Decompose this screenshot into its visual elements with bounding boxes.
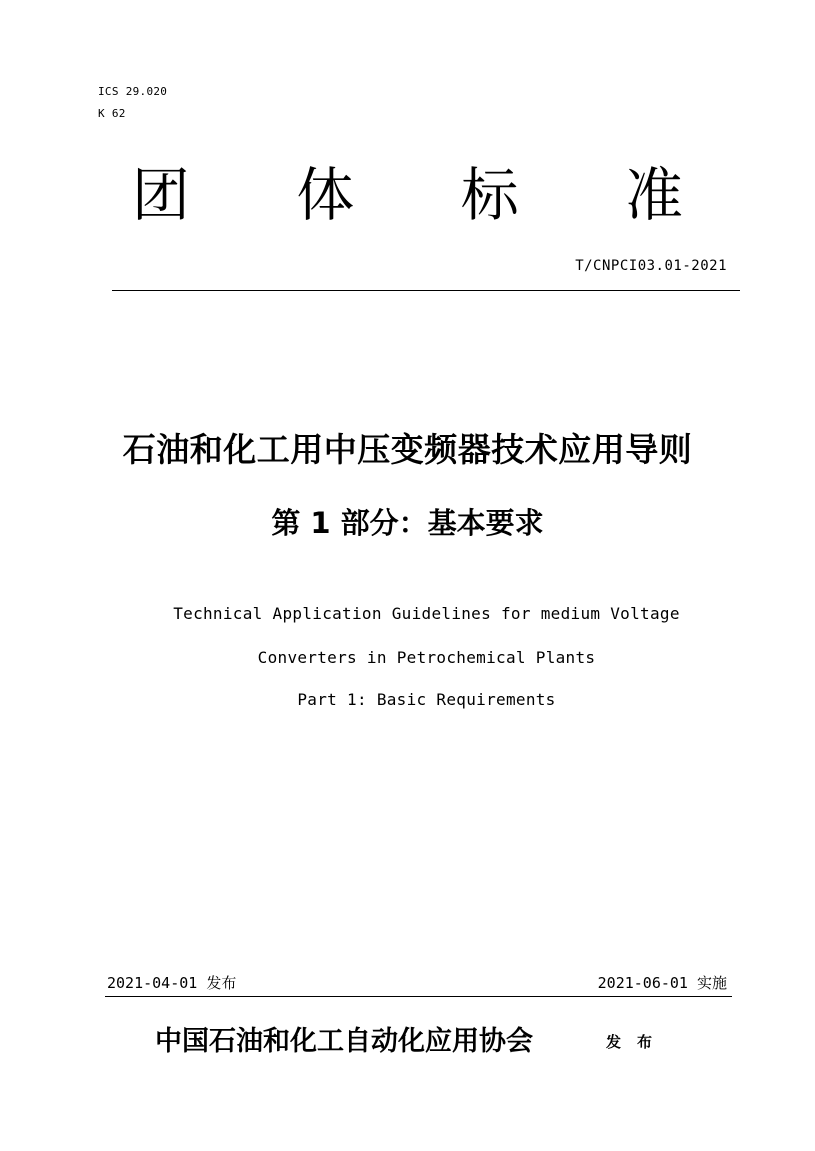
header-divider [112,290,740,291]
classification-code: K 62 [98,107,126,120]
english-title-line-3: Part 1: Basic Requirements [297,690,556,709]
english-title-line-2: Converters in Petrochemical Plants [257,648,596,667]
standard-number: T/CNPCI03.01-2021 [575,258,727,274]
ics-code: ICS 29.020 [98,85,168,98]
publisher-name: 中国石油和化工自动化应用协会 [155,1026,533,1057]
issue-date: 2021-04-01 发布 [107,974,237,992]
chinese-title-line-2: 第 1 部分：基本要求 [271,506,544,540]
english-title-line-1: Technical Application Guidelines for medium Voltage [173,604,680,623]
footer-divider [105,996,732,997]
chinese-title-line-1: 石油和化工用中压变频器技术应用导则 [122,430,693,469]
publish-label: 发布 [606,1033,669,1051]
standard-type-title: 团 体 标 准 [131,161,728,229]
implementation-date: 2021-06-01 实施 [597,974,727,992]
